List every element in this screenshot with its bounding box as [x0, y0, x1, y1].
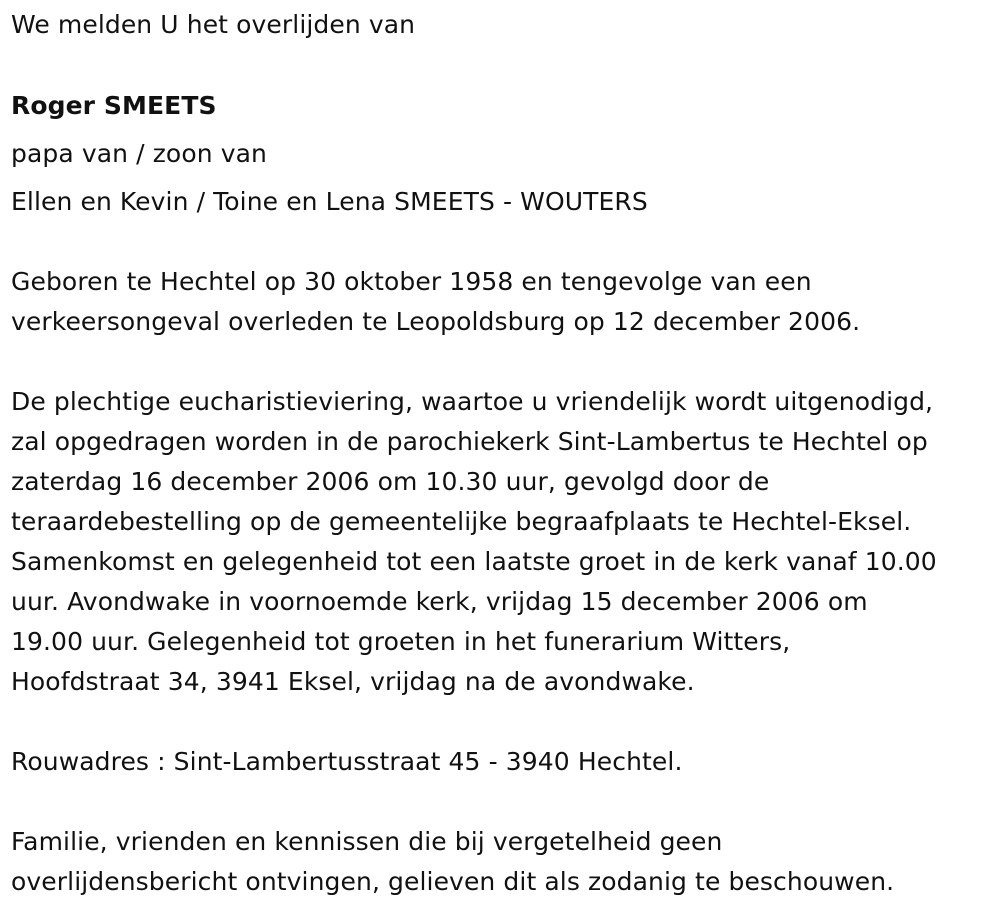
ceremony-line-6: uur. Avondwake in voornoemde kerk, vrijdag 15 december 2006 om	[11, 587, 868, 616]
ceremony-line-4: teraardebestelling op de gemeentelijke begraafplaats te Hechtel-Eksel.	[11, 507, 912, 536]
address-text: Rouwadres : Sint-Lambertusstraat 45 - 3940 Hechtel.	[11, 747, 683, 776]
closing-line-2: overlijdensbericht ontvingen, gelieven dit als zodanig te beschouwen.	[11, 867, 895, 896]
relatives-text: Ellen en Kevin / Toine en Lena SMEETS - WOUTERS	[11, 187, 648, 216]
ceremony-line-8: Hoofdstraat 34, 3941 Eksel, vrijdag na de avondwake.	[11, 667, 695, 696]
ceremony-line-3: zaterdag 16 december 2006 om 10.30 uur, gevolgd door de	[11, 467, 770, 496]
ceremony-line-7: 19.00 uur. Gelegenheid tot groeten in het funerarium Witters,	[11, 627, 791, 656]
deceased-name: Roger SMEETS	[11, 91, 217, 120]
birth-death-line-1: Geboren te Hechtel op 30 oktober 1958 en tengevolge van een	[11, 267, 812, 296]
relation-text: papa van / zoon van	[11, 139, 267, 168]
ceremony-line-1: De plechtige eucharistieviering, waartoe u vriendelijk wordt uitgenodigd,	[11, 387, 934, 416]
ceremony-line-5: Samenkomst en gelegenheid tot een laatste groet in de kerk vanaf 10.00	[11, 547, 937, 576]
ceremony-line-2: zal opgedragen worden in de parochiekerk Sint-Lambertus te Hechtel op	[11, 427, 928, 456]
intro-text: We melden U het overlijden van	[11, 10, 416, 39]
closing-line-1: Familie, vrienden en kennissen die bij vergetelheid geen	[11, 827, 723, 856]
birth-death-line-2: verkeersongeval overleden te Leopoldsburg op 12 december 2006.	[11, 307, 861, 336]
